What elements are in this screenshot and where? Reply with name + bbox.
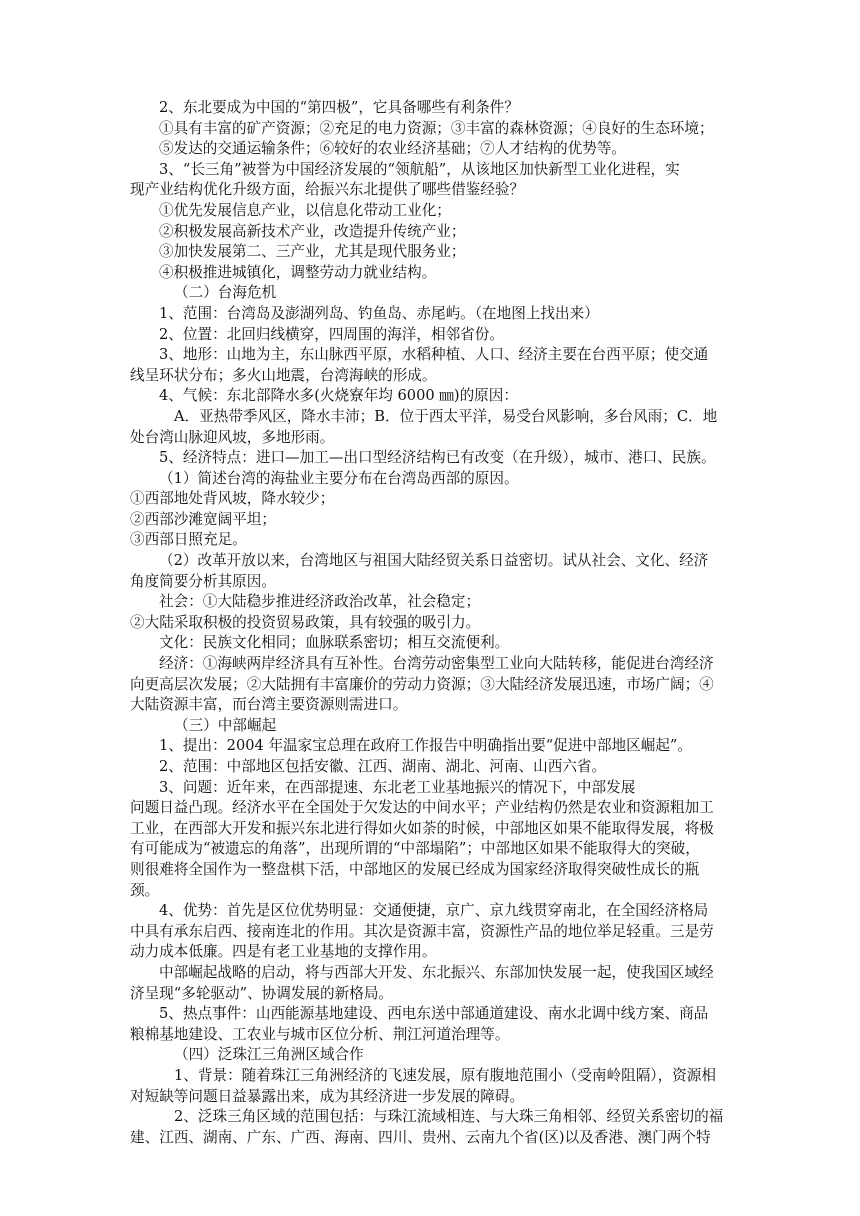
text-line: 有可能成为“被遗忘的角落”，出现所谓的“中部塌陷”；中部地区如果不能取得大的突破， xyxy=(130,840,700,858)
text-line: 文化：民族文化相同；血脉联系密切；相互交流便利。 xyxy=(159,634,510,652)
text-line: （2）改革开放以来，台湾地区与祖国大陆经贸关系日益密切。试从社会、文化、经济 xyxy=(159,552,709,570)
text-line: 1、范围：台湾岛及澎湖列岛、钓鱼岛、赤尾屿。（在地图上找出来） xyxy=(159,304,599,322)
text-line: ④积极推进城镇化，调整劳动力就业结构。 xyxy=(159,263,437,281)
text-line: 问题日益凸现。经济水平在全国处于欠发达的中间水平；产业结构仍然是农业和资源粗加工 xyxy=(130,799,714,817)
text-line: 3、地形：山地为主，东山脉西平原，水稻种植、人口、经济主要在台西平原；使交通 xyxy=(159,346,709,364)
text-line: 中具有承东启西、接南连北的作用。其次是资源丰富，资源性产品的地位举足轻重。三是劳 xyxy=(130,922,714,940)
text-line: 角度简要分析其原因。 xyxy=(130,572,276,590)
text-line: 2、泛珠三角区域的范围包括：与珠江流域相连、与大珠三角相邻、经贸关系密切的福 xyxy=(174,1108,724,1126)
text-line: （二）台海危机 xyxy=(174,284,277,302)
text-line: 对短缺等问题日益暴露出来，成为其经济进一步发展的障碍。 xyxy=(130,1087,525,1105)
text-line: （三）中部崛起 xyxy=(174,716,277,734)
text-line: 3、问题：近年来，在西部提速、东北老工业基地振兴的情况下，中部发展 xyxy=(159,778,636,796)
text-line: 则很难将全国作为一整盘棋下活，中部地区的发展已经成为国家经济取得突破性成长的瓶 xyxy=(130,860,700,878)
text-line: 5、经济特点：进口—加工—出口型经济结构已有改变（在升级），城市、港口、民族。 xyxy=(159,449,716,467)
text-line: 向更高层次发展；②大陆拥有丰富廉价的劳动力资源；③大陆经济发展迅速，市场广阔；④ xyxy=(130,675,714,693)
text-line: 1、背景：随着珠江三角洲经济的飞速发展，原有腹地范围小（受南岭阻隔），资源相 xyxy=(174,1066,716,1084)
text-line: ①具有丰富的矿产资源；②充足的电力资源；③丰富的森林资源；④良好的生态环境； xyxy=(159,119,714,137)
text-line: 社会：①大陆稳步推进经济政治改革，社会稳定； xyxy=(159,593,481,611)
document-body xyxy=(130,98,730,1148)
text-line: 5、热点事件：山西能源基地建设、西电东送中部通道建设、南水北调中线方案、商品 xyxy=(159,1005,709,1023)
text-line: 2、东北要成为中国的“第四极”，它具备哪些有利条件？ xyxy=(159,99,519,116)
text-line: 1、提出：2004 年温家宝总理在政府工作报告中明确指出要“促进中部地区崛起”。 xyxy=(159,737,692,755)
text-line: 2、范围：中部地区包括安徽、江西、湖南、湖北、河南、山西六省。 xyxy=(159,758,607,775)
text-line: （四）泛珠江三角洲区域合作 xyxy=(174,1046,364,1064)
text-line: 经济：①海峡两岸经济具有互补性。台湾劳动密集型工业向大陆转移，能促进台湾经济 xyxy=(159,655,714,673)
text-line: 动力成本低廉。四是有老工业基地的支撑作用。 xyxy=(130,943,437,961)
text-line: 工业，在西部大开发和振兴东北进行得如火如荼的时候，中部地区如果不能取得发展，将极 xyxy=(130,819,714,837)
text-line: 济呈现“多轮驱动”、协调发展的新格局。 xyxy=(130,984,394,1002)
text-line: 建、江西、湖南、广东、广西、海南、四川、贵州、云南九个省(区)以及香港、澳门两个特 xyxy=(130,1128,711,1146)
text-line: ②大陆采取积极的投资贸易政策，具有较强的吸引力。 xyxy=(130,613,481,631)
text-line: ②积极发展高新技术产业，改造提升传统产业； xyxy=(159,222,466,240)
text-line: 现产业结构优化升级方面，给振兴东北提供了哪些借鉴经验？ xyxy=(130,181,525,199)
text-line: ③西部日照充足。 xyxy=(130,531,247,549)
text-line: 4、气候：东北部降水多(火烧寮年均 6000 ㎜)的原因： xyxy=(159,387,518,405)
text-line: ②西部沙滩宽阔平坦； xyxy=(130,510,276,528)
text-line: 颈。 xyxy=(130,881,160,899)
text-line: ③加快发展第二、三产业，尤其是现代服务业； xyxy=(159,243,466,261)
text-line: ①西部地处背风坡，降水较少； xyxy=(130,490,335,508)
text-line: 3、“长三角”被誉为中国经济发展的“领航船”，从该地区加快新型工业化进程，实 xyxy=(159,160,680,178)
text-line: 中部崛起战略的启动，将与西部大开发、东北振兴、东部加快发展一起，使我国区域经 xyxy=(159,963,714,981)
text-line: （1）简述台湾的海盐业主要分布在台湾岛西部的原因。 xyxy=(159,469,519,487)
text-line: A．亚热带季风区，降水丰沛；B．位于西太平洋，易受台风影响，多台风雨；C．地 xyxy=(174,407,718,425)
text-line: 2、位置：北回归线横穿，四周围的海洋，相邻省份。 xyxy=(159,325,504,343)
text-line: ①优先发展信息产业，以信息化带动工业化； xyxy=(159,201,451,219)
text-line: 大陆资源丰富，而台湾主要资源则需进口。 xyxy=(130,696,408,714)
text-line: 4、优势：首先是区位优势明显：交通便捷，京广、京九线贯穿南北，在全国经济格局 xyxy=(159,902,709,920)
text-line: 线呈环状分布；多火山地震，台湾海峡的形成。 xyxy=(130,366,437,384)
text-line: 处台湾山脉迎风坡，多地形雨。 xyxy=(130,428,335,446)
text-line: ⑤发达的交通运输条件；⑥较好的农业经济基础；⑦人才结构的优势等。 xyxy=(159,140,627,158)
text-line: 粮棉基地建设、工农业与城市区位分析、荆江河道治理等。 xyxy=(130,1025,510,1043)
